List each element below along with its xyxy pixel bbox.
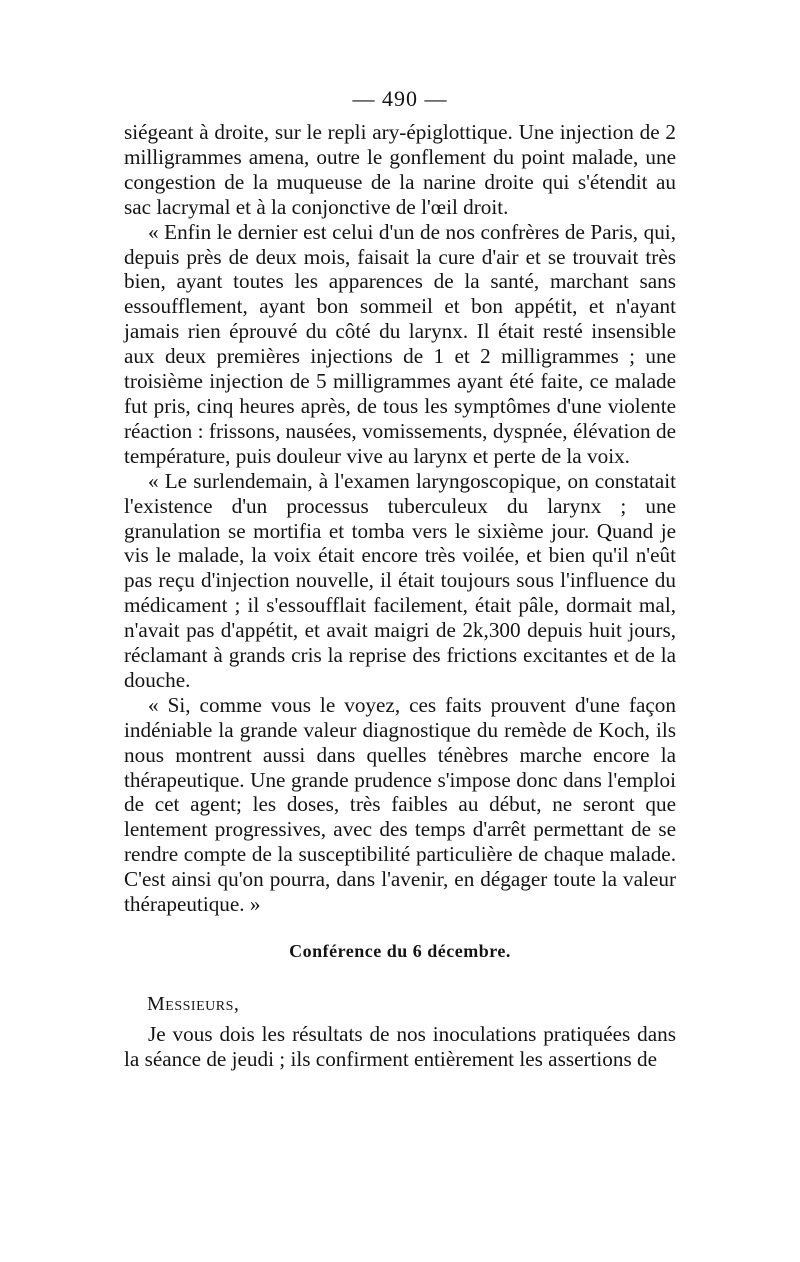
- paragraph-1: siégeant à droite, sur le repli ary-épiglottique. Une injection de 2 milligrammes amena, outre le gonflement du point malade, une congestion de la muqueuse de la narine droite qui s'étendit au sac lacrymal et à la conjonctive de l'œil droit.: [124, 120, 676, 219]
- page-number: — 490 —: [352, 86, 448, 111]
- paragraph-4: « Si, comme vous le voyez, ces faits prouvent d'une façon indéniable la grande valeur diagnostique du remède de Koch, ils nous montrent aussi dans quelles ténèbres marche encore la thérapeutique. Une grande prudence s'impose donc dans l'emploi de cet agent; les doses, très faibles au début, ne seront que lentement progressives, avec des temps d'arrêt permettant de se rendre compte de la susceptibilité particulière de chaque malade. C'est ainsi qu'on pourra, dans l'avenir, en dégager toute la valeur thérapeutique. »: [124, 692, 676, 917]
- closing-paragraph: Je vous dois les résultats de nos inoculations pratiquées dans la séance de jeudi ; ils confirment entièrement les assertions de: [124, 1022, 676, 1071]
- section-heading: Conférence du 6 décembre.: [289, 941, 511, 961]
- salutation: Messieurs,: [147, 993, 240, 1015]
- paragraph-3: « Le surlendemain, à l'examen laryngoscopique, on constatait l'existence d'un processus tuberculeux du larynx ; une granulation se mortifia et tomba vers le sixième jour. Quand je vis le malade, la voix était encore très voilée, et bien qu'il n'eût pas reçu d'injection nouvelle, il était toujours sous l'influence du médicament ; il s'essoufflait facilement, était pâle, dormait mal, n'avait pas d'appétit, et avait maigri de 2k,300 depuis huit jours, réclamant à grands cris la reprise des frictions excitantes et de la douche.: [124, 468, 676, 692]
- paragraph-2: « Enfin le dernier est celui d'un de nos confrères de Paris, qui, depuis près de deux mois, faisait la cure d'air et se trouvait très bien, ayant toutes les apparences de la santé, marchant sans essoufflement, ayant bon sommeil et bon appétit, et n'ayant jamais rien éprouvé du côté du larynx. Il était resté insensible aux deux premières injections de 1 et 2 milligrammes ; une troisième injection de 5 milligrammes ayant été faite, ce malade fut pris, cinq heures après, de tous les symptômes d'une violente réaction : frissons, nausées, vomissements, dyspnée, élévation de température, puis douleur vive au larynx et perte de la voix.: [124, 219, 676, 468]
- closing-text: [124, 1022, 676, 1072]
- body-text: [124, 120, 676, 917]
